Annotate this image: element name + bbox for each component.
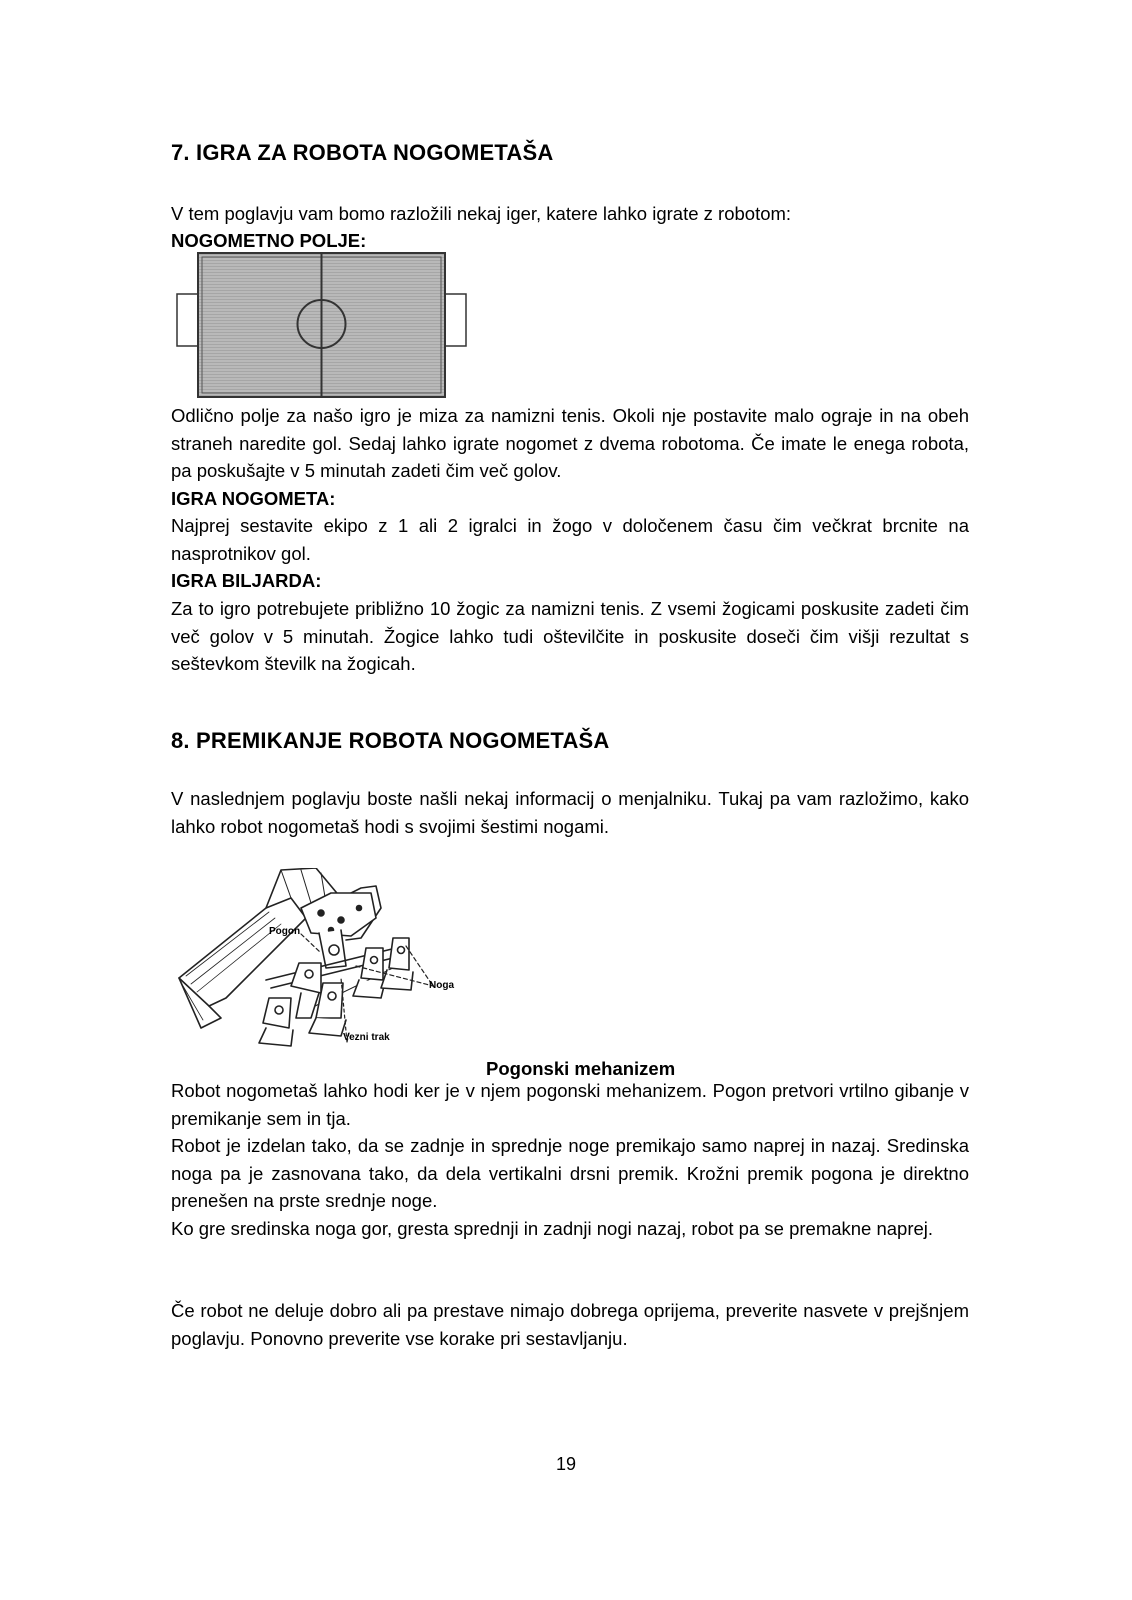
soccer-field-figure: [176, 252, 468, 398]
section-7-intro: V tem poglavju vam bomo razložili nekaj iger, katere lahko igrate z robotom:: [171, 203, 792, 224]
soccer-description: Najprej sestavite ekipo z 1 ali 2 igralci in žogo v določenem času čim večkrat brcnite na nasprotnikov gol.: [171, 515, 969, 564]
field-description: Odlično polje za našo igro je miza za namizni tenis. Okoli nje postavite malo ograje in na obeh straneh naredite gol. Sedaj lahko igrate nogomet z dvema robotoma. Če imate le enega robota, pa poskušajte v 5 minutah zadeti čim več golov.: [171, 405, 969, 482]
drive-paragraph-1: Robot nogometaš lahko hodi ker je v njem pogonski mehanizem. Pogon pretvori vrtilno gibanje v premikanje sem in tja.: [171, 1080, 969, 1129]
section-8-title: 8. PREMIKANJE ROBOTA NOGOMETAŠA: [171, 728, 610, 753]
left-goal: [177, 294, 199, 346]
soccer-label: IGRA NOGOMETA:: [171, 488, 336, 509]
billiards-description: Za to igro potrebujete približno 10 žogic za namizni tenis. Z vsemi žogicami poskusite zadeti čim več golov v 5 minutah. Žogice lahko tudi oštevilčite in poskusite doseči čim višji rezultat s seštevkom številk na žogicah.: [171, 598, 969, 675]
label-drive: Pogon: [269, 926, 301, 937]
page-number: 19: [555, 1454, 577, 1474]
label-leg: Noga: [429, 980, 454, 991]
drive-paragraph-2: Robot je izdelan tako, da se zadnje in sprednje noge premikajo samo naprej in nazaj. Sredinska noga pa je zasnovana tako, da dela vertikalni drsni premik. Krožni premik pogona je direktno prenešen na prste srednje noge.: [171, 1135, 969, 1212]
figure-caption: Pogonski mehanizem: [486, 1058, 676, 1079]
right-goal: [444, 294, 466, 346]
drive-paragraph-3: Ko gre sredinska noga gor, gresta sprednji in zadnji nogi nazaj, robot pa se premakne naprej.: [171, 1218, 934, 1239]
field-label: NOGOMETNO POLJE:: [171, 230, 367, 251]
label-link: Vezni trak: [343, 1032, 390, 1043]
drive-mechanism-figure: [171, 868, 476, 1068]
section-8-intro: V naslednjem poglavju boste našli nekaj informacij o menjalniku. Tukaj pa vam razložimo, kako lahko robot nogometaš hodi s svojimi šestimi nogami.: [171, 788, 969, 837]
troubleshooting-paragraph: Če robot ne deluje dobro ali pa prestave nimajo dobrega oprijema, preverite nasvete v prejšnjem poglavju. Ponovno preverite vse korake pri sestavljanju.: [171, 1300, 969, 1349]
section-7-title: 7. IGRA ZA ROBOTA NOGOMETAŠA: [171, 140, 554, 165]
billiards-label: IGRA BILJARDA:: [171, 570, 322, 591]
